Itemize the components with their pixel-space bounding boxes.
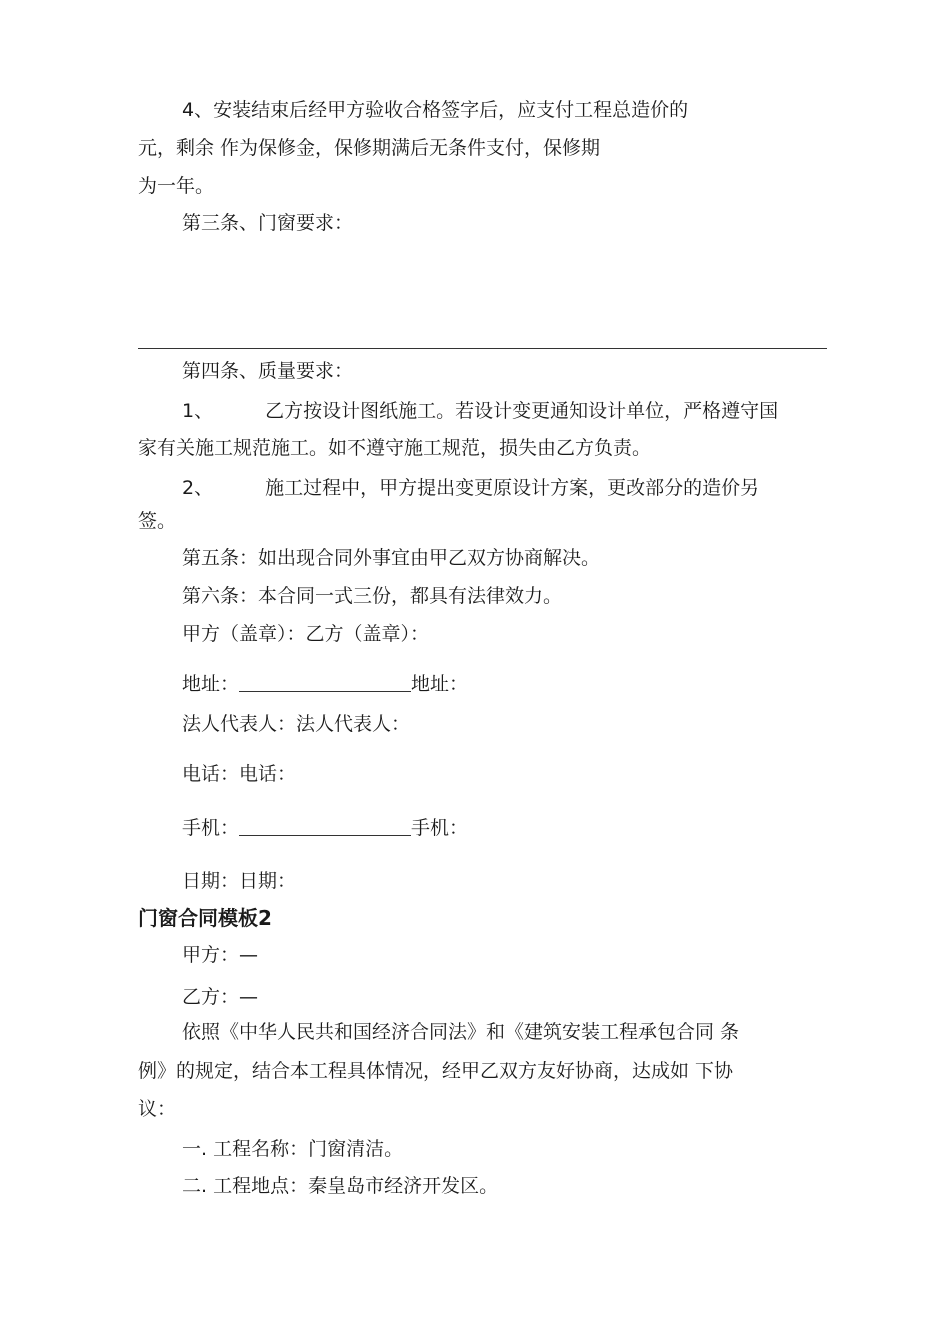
article-4-item-1-cont: 家有关施工规范施工。如不遵守施工规范，损失由乙方负责。	[138, 437, 652, 459]
template-2-party-a: 甲方：—	[182, 944, 259, 966]
signature-date: 日期：日期：	[182, 870, 297, 892]
signature-mobile	[182, 815, 468, 841]
address-label-b: 地址：	[411, 673, 469, 695]
template-2-item-1: 一. 工程名称：门窗清洁。	[182, 1138, 404, 1160]
signature-phone: 电话：电话：	[182, 763, 297, 785]
clause-4-line-1: 4、安装结束后经甲方验收合格签字后，应支付工程总造价的	[182, 99, 689, 121]
mobile-label-b: 手机：	[411, 817, 469, 839]
template-2-intro-line-2: 例》的规定，结合本工程具体情况，经甲乙双方友好协商，达成如 下协	[138, 1060, 734, 1082]
article-4-title: 第四条、质量要求：	[182, 360, 354, 382]
item-1-text: 乙方按设计图纸施工。若设计变更通知设计单位，严格遵守国	[265, 400, 779, 422]
template-2-intro-line-1: 依照《中华人民共和国经济合同法》和《建筑安装工程承包合同 条	[182, 1021, 740, 1043]
item-2-text: 施工过程中，甲方提出变更原设计方案，更改部分的造价另	[265, 477, 760, 499]
template-2-heading: 门窗合同模板2	[138, 906, 272, 930]
article-4-item-2	[182, 475, 759, 501]
clause-4-line-2: 元，剩余 作为保修金，保修期满后无条件支付，保修期	[138, 137, 601, 159]
article-6: 第六条：本合同一式三份，都具有法律效力。	[182, 585, 563, 607]
item-1-number: 1、	[182, 400, 214, 422]
mobile-label-a: 手机：	[182, 817, 240, 839]
clause-4-line-3: 为一年。	[138, 175, 215, 197]
template-2-intro-line-3: 议：	[138, 1098, 177, 1120]
address-blank	[239, 673, 411, 692]
article-4-item-2-cont: 签。	[138, 510, 177, 532]
mobile-blank	[239, 817, 411, 836]
item-2-number: 2、	[182, 477, 214, 499]
signature-representative: 法人代表人：法人代表人：	[182, 713, 411, 735]
signature-parties: 甲方（盖章）：乙方（盖章）：	[182, 623, 430, 645]
section-divider	[138, 348, 827, 349]
signature-address	[182, 671, 468, 697]
template-2-party-b: 乙方：—	[182, 986, 259, 1008]
address-label-a: 地址：	[182, 673, 240, 695]
template-2-item-2: 二. 工程地点：秦皇岛市经济开发区。	[182, 1175, 499, 1197]
article-3-title: 第三条、门窗要求：	[182, 212, 354, 234]
article-5: 第五条：如出现合同外事宜由甲乙双方协商解决。	[182, 547, 601, 569]
article-4-item-1	[182, 398, 778, 424]
